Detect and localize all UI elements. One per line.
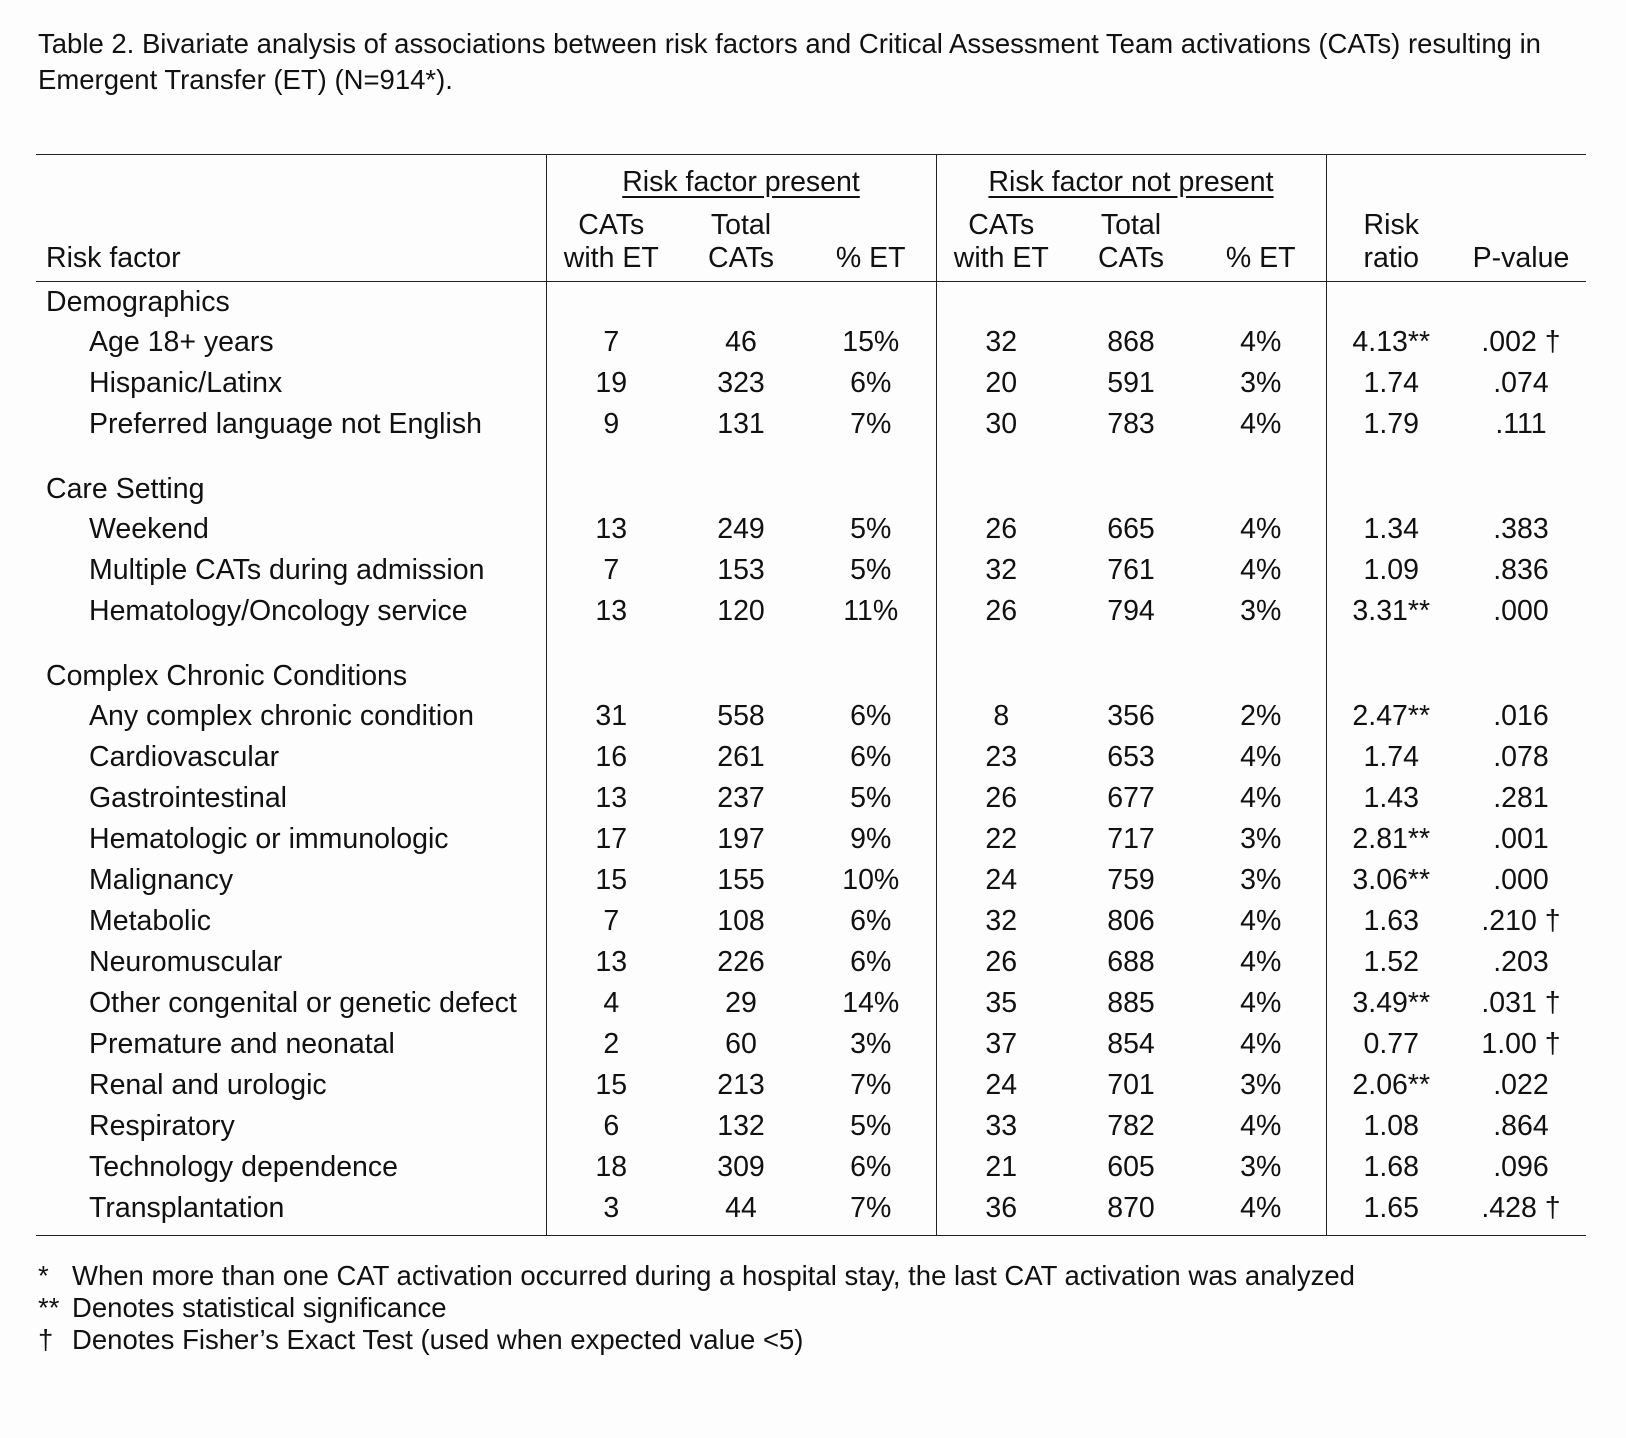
table-cell: 1.08 [1326,1106,1456,1147]
row-label: Hematologic or immunologic [89,823,449,855]
table-cell: 6 [546,1106,676,1147]
section-header-row [36,282,1586,323]
row-label: Hematology/Oncology service [89,595,468,627]
table-cell: 4.13** [1326,322,1456,363]
section-title: Care Setting [46,472,205,505]
table-cell: 1.74 [1326,737,1456,778]
table-cell: 36 [936,1188,1066,1229]
header-risk-factor: Risk factor [36,209,546,282]
table-row [36,363,1586,404]
table-cell: 22 [936,819,1066,860]
table-cell: 870 [1107,1192,1155,1224]
table-cell: 4% [1240,987,1282,1019]
table-row [36,819,1586,860]
table-cell: 2.47** [1326,696,1456,737]
table-cell: 131 [717,408,765,440]
table-row [36,550,1586,591]
table-cell: 26 [936,942,1066,983]
table-cell: 13 [546,942,676,983]
table-cell: 885 [1107,987,1155,1019]
table-row [36,1106,1586,1147]
table-cell: 558 [717,700,765,732]
table-cell: .002 † [1481,326,1561,358]
table-cell: 806 [1107,905,1155,937]
table-cell: 16 [546,737,676,778]
table-cell: 3% [1240,823,1282,855]
row-label: Preferred language not English [89,408,482,440]
header-cats-with-et-np: CATs with ET [936,209,1066,282]
table-cell: 1.63 [1326,901,1456,942]
table-cell: 5% [850,513,892,545]
table-cell: 4% [1240,741,1282,773]
header-total-cats-np: Total CATs [1066,209,1196,282]
table-cell: 237 [717,782,765,814]
table-row [36,509,1586,550]
table-cell: 4% [1240,513,1282,545]
table-cell: .203 [1493,946,1549,978]
table-cell: 26 [936,591,1066,632]
table-cell: 226 [717,946,765,978]
table-cell: 761 [1107,554,1155,586]
table-cell: 5% [850,782,892,814]
table-cell: 153 [717,554,765,586]
table-cell: 24 [936,860,1066,901]
table-row [36,860,1586,901]
table-cell: 356 [1107,700,1155,732]
table-cell: 854 [1107,1028,1155,1060]
table-cell: 261 [717,741,765,773]
table-cell: 4% [1240,326,1282,358]
header-cats-with-et: CATs with ET [546,209,676,282]
table-cell: 21 [936,1147,1066,1188]
row-label: Hispanic/Latinx [89,367,283,399]
table-cell: 7 [546,901,676,942]
table-cell: .111 [1495,408,1547,440]
table-cell: 3% [1240,1069,1282,1101]
row-label: Age 18+ years [89,326,274,358]
footnote: † Denotes Fisher’s Exact Test (used when expected value <5) [38,1324,804,1355]
table-cell: 108 [717,905,765,937]
table-caption: Table 2. Bivariate analysis of associations between risk factors and Critical Assessment Team activations (CATs) resulting in Emergent Transfer (ET) (N=914*). [38,28,1541,95]
table-cell: 653 [1107,741,1155,773]
table-cell: 32 [936,550,1066,591]
bivariate-analysis-table [36,154,1586,1236]
header-p-value: P-value [1456,209,1586,282]
table-cell: 1.74 [1326,363,1456,404]
table-cell: 5% [850,554,892,586]
table-cell: 3% [1240,1151,1282,1183]
table-cell: 4% [1240,946,1282,978]
row-label: Any complex chronic condition [89,700,474,732]
section-header-row [36,656,1586,696]
table-cell: 782 [1107,1110,1155,1142]
table-cell: 3% [1240,864,1282,896]
table-cell: 9 [546,404,676,445]
table-cell: 1.43 [1326,778,1456,819]
table-cell: 15 [546,860,676,901]
table-row [36,737,1586,778]
table-cell: .016 [1493,700,1549,732]
footnotes [38,1260,1355,1356]
group-header-row [36,155,1586,209]
table-cell: 60 [725,1028,757,1060]
table-cell: .031 † [1481,987,1561,1019]
table-cell: 155 [717,864,765,896]
table-cell: 3% [1240,367,1282,399]
row-label: Premature and neonatal [89,1028,395,1060]
row-label: Other congenital or genetic defect [89,987,517,1019]
table-cell: .000 [1493,595,1549,627]
table-cell: .096 [1493,1151,1549,1183]
table-cell: 7% [850,408,892,440]
table-row [36,322,1586,363]
table-cell: 309 [717,1151,765,1183]
row-label: Respiratory [89,1110,235,1142]
table-cell: 20 [936,363,1066,404]
table-cell: 13 [546,778,676,819]
table-cell: 665 [1107,513,1155,545]
table-cell: 4% [1240,554,1282,586]
table-cell: 3% [1240,595,1282,627]
table-cell: 1.52 [1326,942,1456,983]
table-cell: 32 [936,901,1066,942]
row-label: Metabolic [89,905,211,937]
table-cell: 3 [546,1188,676,1229]
table-cell: 4% [1240,905,1282,937]
section-spacer [36,445,1586,469]
row-label: Malignancy [89,864,234,896]
table-cell: 4 [546,983,676,1024]
table-cell: 2% [1240,700,1282,732]
table-row [36,942,1586,983]
table-cell: 26 [936,509,1066,550]
row-label: Renal and urologic [89,1069,327,1101]
table-row [36,983,1586,1024]
section-title: Demographics [46,285,230,318]
table-cell: 605 [1107,1151,1155,1183]
header-risk-ratio: Risk ratio [1326,209,1456,282]
table-row [36,591,1586,632]
table-cell: 6% [850,905,892,937]
table-cell: 18 [546,1147,676,1188]
table-cell: 3.49** [1326,983,1456,1024]
table-cell: 7% [850,1069,892,1101]
table-cell: 6% [850,1151,892,1183]
table-cell: 2 [546,1024,676,1065]
bottom-rule [36,1236,1586,1237]
table-cell: 120 [717,595,765,627]
row-label: Technology dependence [89,1151,399,1183]
footnote: * When more than one CAT activation occurred during a hospital stay, the last CAT activation was analyzed [38,1260,1355,1291]
table-cell: 35 [936,983,1066,1024]
table-cell: 26 [936,778,1066,819]
table-cell: .836 [1493,554,1549,586]
table-row [36,1024,1586,1065]
row-label: Multiple CATs during admission [89,554,485,586]
table-cell: 213 [717,1069,765,1101]
table-cell: 323 [717,367,765,399]
table-cell: 794 [1107,595,1155,627]
row-label: Neuromuscular [89,946,283,978]
table-cell: 197 [717,823,765,855]
header-total-cats: Total CATs [676,209,806,282]
table-cell: 1.00 † [1481,1028,1561,1060]
table-cell: 37 [936,1024,1066,1065]
table-cell: .078 [1493,741,1549,773]
table-cell: .428 † [1481,1192,1561,1224]
table-cell: 13 [546,509,676,550]
table-cell: 6% [850,946,892,978]
table-cell: .001 [1493,823,1549,855]
table-cell: 1.09 [1326,550,1456,591]
table-row [36,901,1586,942]
table-cell: 677 [1107,782,1155,814]
table-cell: 44 [725,1192,757,1224]
table-cell: .074 [1493,367,1549,399]
table-cell: 9% [850,823,892,855]
table-cell: 7% [850,1192,892,1224]
table-cell: 701 [1107,1069,1155,1101]
table-cell: .000 [1493,864,1549,896]
table-cell: 19 [546,363,676,404]
table-cell: 1.79 [1326,404,1456,445]
table-cell: 4% [1240,782,1282,814]
footnote: ** Denotes statistical significance [38,1292,447,1323]
table-cell: 13 [546,591,676,632]
row-label: Weekend [89,513,209,545]
table-cell: 7 [546,322,676,363]
table-cell: 10% [842,864,900,896]
section-header-row [36,469,1586,509]
row-label: Transplantation [89,1192,285,1224]
table-cell: 4% [1240,408,1282,440]
table-cell: 46 [725,326,757,358]
table-row [36,778,1586,819]
table-cell: 6% [850,367,892,399]
table-cell: 7 [546,550,676,591]
table-cell: 783 [1107,408,1155,440]
section-spacer [36,632,1586,656]
table-cell: 11% [843,595,899,627]
table-cell: 4% [1240,1192,1282,1224]
table-cell: 33 [936,1106,1066,1147]
table-row [36,1065,1586,1106]
table-cell: 759 [1107,864,1155,896]
table-cell: 1.68 [1326,1147,1456,1188]
table-cell: 1.34 [1326,509,1456,550]
table-cell: 6% [850,741,892,773]
table-cell: 17 [546,819,676,860]
table-cell: 4% [1240,1028,1282,1060]
table-cell: 868 [1107,326,1155,358]
section-title: Complex Chronic Conditions [46,659,408,692]
table-cell: 30 [936,404,1066,445]
table-cell: 8 [936,696,1066,737]
table-cell: 3% [850,1028,892,1060]
table-cell: 717 [1107,823,1155,855]
table-cell: .281 [1493,782,1549,814]
group-present-label: Risk factor present [622,165,860,198]
table-row [36,404,1586,445]
table-cell: 0.77 [1326,1024,1456,1065]
table-cell: .383 [1493,513,1549,545]
table-cell: 688 [1107,946,1155,978]
table-cell: 1.65 [1326,1188,1456,1229]
table-cell: 3.31** [1326,591,1456,632]
column-header-row [36,209,1586,282]
table-cell: .210 † [1481,905,1561,937]
table-cell: 15 [546,1065,676,1106]
table-cell: 249 [717,513,765,545]
table-cell: 132 [717,1110,765,1142]
table-cell: 6% [850,700,892,732]
table-row [36,1188,1586,1229]
table-cell: 2.81** [1326,819,1456,860]
table-cell: 591 [1107,367,1155,399]
row-label: Gastrointestinal [89,782,288,814]
table-cell: 24 [936,1065,1066,1106]
table-cell: 29 [725,987,757,1019]
table-cell: 2.06** [1326,1065,1456,1106]
row-label: Cardiovascular [89,741,280,773]
table-cell: 32 [936,322,1066,363]
header-pct-et: % ET [806,209,936,282]
table-cell: .022 [1493,1069,1549,1101]
table-cell: 31 [546,696,676,737]
header-pct-et-np: % ET [1196,209,1326,282]
table-cell: 23 [936,737,1066,778]
table-cell: 4% [1240,1110,1282,1142]
table-cell: 5% [850,1110,892,1142]
table-cell: 14% [842,987,900,1019]
group-not-present-label: Risk factor not present [988,165,1274,198]
table-row [36,696,1586,737]
table-row [36,1147,1586,1188]
table-cell: 3.06** [1326,860,1456,901]
table-cell: .864 [1493,1110,1549,1142]
table-cell: 15% [842,326,900,358]
